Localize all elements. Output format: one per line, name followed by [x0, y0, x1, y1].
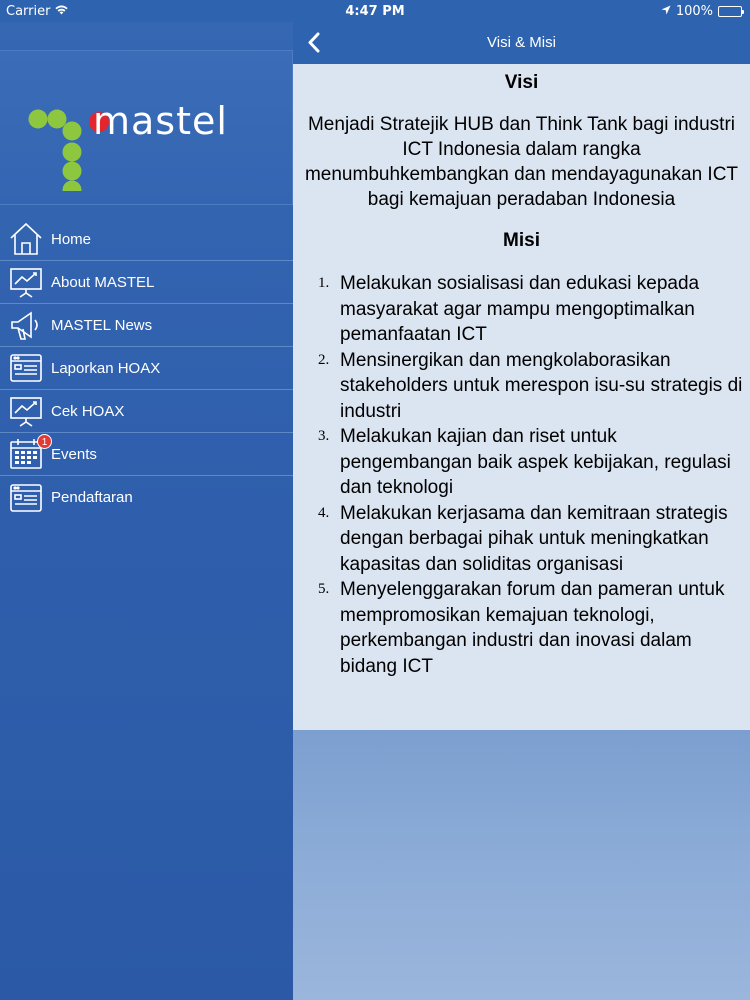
misi-heading: Misi: [503, 230, 540, 251]
carrier-label: Carrier: [6, 4, 51, 19]
list-text: Melakukan kajian dan riset untuk pengembangan baik aspek kebijakan, regulasi dan teknologi: [340, 426, 731, 498]
list-text: Mensinergikan dan mengkolaborasikan stakeholders untuk merespon isu-su strategis di industri: [340, 349, 743, 422]
sidebar-item-label: Cek HOAX: [51, 402, 125, 420]
list-number: 3.: [318, 428, 330, 444]
sidebar-item-laporkan-hoax[interactable]: [0, 347, 293, 390]
visi-heading: Visi: [504, 72, 539, 93]
battery-percent: 100%: [675, 4, 713, 19]
list-text: Menyelenggarakan forum dan pameran untuk mempromosikan kemajuan teknologi, perkembangan industri dan inovasi dalam bidang ICT: [340, 579, 725, 677]
list-number: 2.: [318, 351, 330, 368]
browser-window-icon: [9, 481, 43, 515]
sidebar-item-label: Home: [51, 230, 92, 248]
list-item: [318, 348, 746, 425]
sidebar: [0, 22, 293, 1000]
sidebar-item-home[interactable]: [0, 218, 293, 261]
battery-icon: [718, 6, 742, 17]
list-text: Melakukan kerjasama dan kemitraan strategis dengan berbagai pihak untuk meningkatkan kapasitas dan soliditas organisasi: [340, 502, 728, 575]
sidebar-item-label: Events: [51, 445, 97, 463]
list-item: [318, 271, 746, 348]
nav-bar: [293, 22, 750, 64]
list-number: 4.: [318, 504, 330, 521]
sidebar-item-pendaftaran[interactable]: [0, 476, 293, 519]
events-badge: 1: [37, 434, 52, 449]
misi-list: [318, 271, 746, 679]
background-area: [293, 730, 750, 1000]
list-item: [318, 577, 746, 679]
logo-text: mastel: [93, 99, 228, 143]
sidebar-item-label: MASTEL News: [51, 316, 153, 334]
presentation-chart-icon: [9, 394, 43, 428]
presentation-chart-icon: [9, 265, 43, 299]
home-icon: [9, 222, 43, 256]
sidebar-item-mastel-news[interactable]: [0, 304, 293, 347]
sidebar-item-label: Pendaftaran: [51, 489, 133, 506]
visi-text: Menjadi Stratejik HUB dan Think Tank bagi industri ICT Indonesia dalam rangka menumbuhkembangkan dan mendayagunakan ICT bagi kemajuan peradaban Indonesia: [304, 114, 739, 210]
visi-misi-content: [293, 64, 750, 730]
sidebar-item-cek-hoax[interactable]: [0, 390, 293, 433]
list-item: [318, 501, 746, 578]
list-text: Melakukan sosialisasi dan edukasi kepada masyarakat agar mampu mengoptimalkan pemanfaatan ICT: [340, 273, 700, 345]
sidebar-item-label: About MASTEL: [51, 273, 155, 291]
mastel-logo: [0, 50, 293, 205]
megaphone-icon: [9, 308, 43, 342]
sidebar-item-about-mastel[interactable]: [0, 261, 293, 304]
status-time: 4:47 PM: [345, 4, 405, 19]
sidebar-item-label: Laporkan HOAX: [51, 359, 161, 377]
status-bar: [0, 0, 750, 22]
list-number: 5.: [318, 581, 330, 597]
status-right: [661, 4, 742, 19]
list-number: 1.: [318, 275, 330, 291]
location-arrow-icon: [661, 4, 671, 19]
browser-window-icon: [9, 351, 43, 385]
sidebar-item-events[interactable]: [0, 433, 293, 476]
page-title: Visi & Misi: [487, 34, 556, 51]
list-item: [318, 424, 746, 501]
sidebar-menu: [0, 218, 293, 519]
calendar-icon: [9, 437, 48, 471]
